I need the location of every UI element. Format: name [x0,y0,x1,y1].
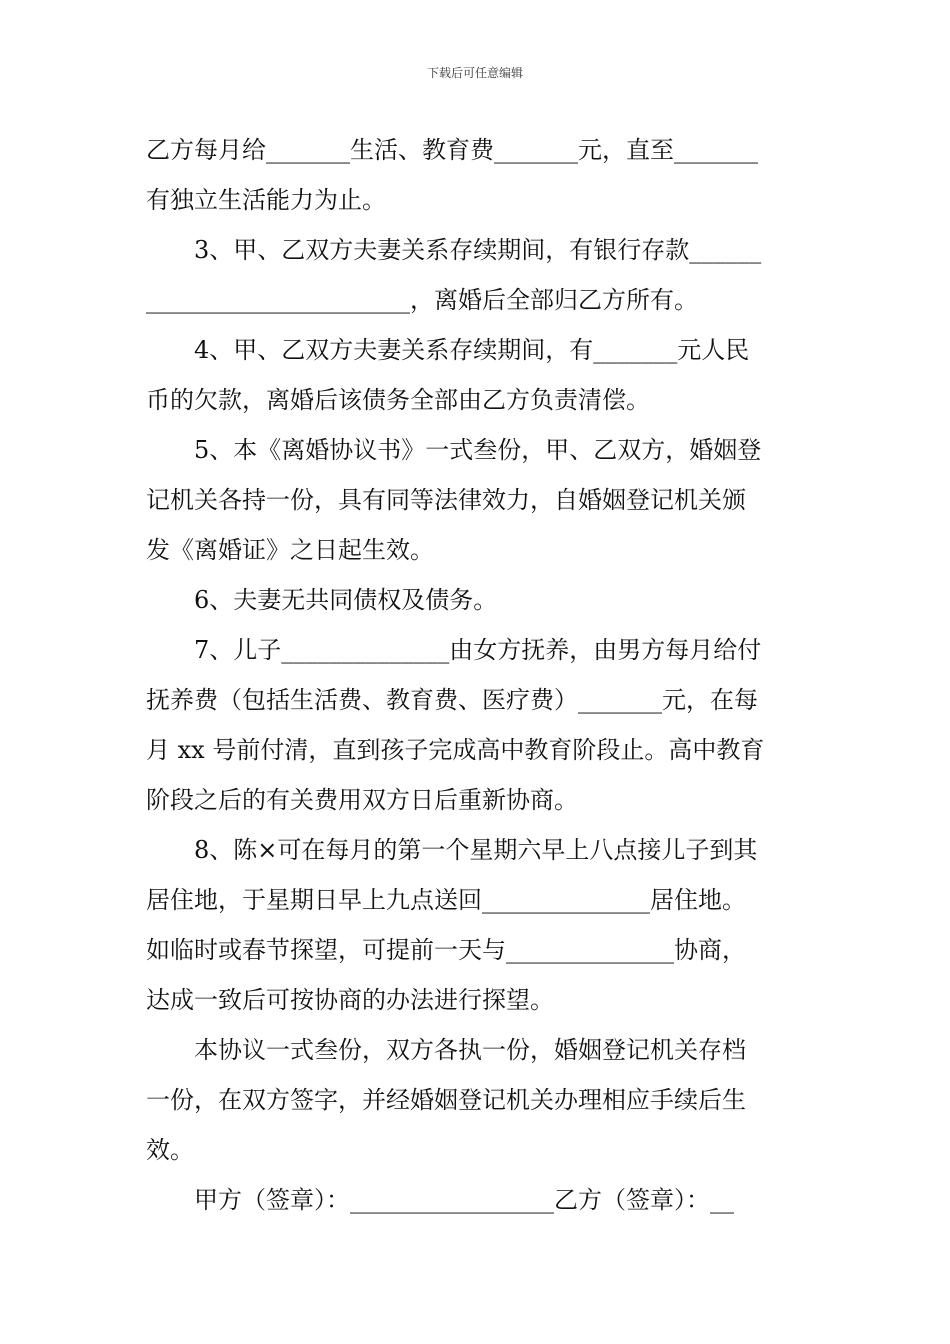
text-line: 3、甲、乙双方夫妻关系存续期间，有银行存款______ [194,236,762,264]
text-line: 居住地，于星期日早上九点送回______________居住地。 [146,886,746,914]
text-line: 效。 [146,1136,194,1164]
text-line: 达成一致后可按协商的办法进行探望。 [146,986,554,1014]
text-line: 发《离婚证》之日起生效。 [146,536,434,564]
paragraph-closing [146,1025,808,1175]
text-line: 本协议一式叁份，双方各执一份，婚姻登记机关存档 [194,1036,746,1064]
text-line: 阶段之后的有关费用双方日后重新协商。 [146,786,578,814]
paragraph-clause-6 [146,575,808,625]
paragraph-clause-7 [146,625,808,825]
paragraph-continuation [146,125,808,225]
paragraph-clause-4 [146,325,808,425]
text-line: 8、陈×可在每月的第一个星期六早上八点接儿子到其 [194,836,758,864]
text-line: 币的欠款，离婚后该债务全部由乙方负责清偿。 [146,386,650,414]
text-line: 记机关各持一份，具有同等法律效力，自婚姻登记机关颁 [146,486,746,514]
paragraph-signature [146,1175,808,1225]
text-line: 7、儿子______________由女方抚养，由男方每月给付 [194,636,762,664]
text-line: 6、夫妻无共同债权及债务。 [194,586,498,614]
text-line: 如临时或春节探望，可提前一天与______________协商， [146,936,746,964]
text-line: 月 xx 号前付清，直到孩子完成高中教育阶段止。高中教育 [146,736,765,764]
text-line: 甲方（签章）：_________________乙方（签章）：__ [194,1186,734,1214]
paragraph-clause-3 [146,225,808,325]
paragraph-clause-5 [146,425,808,575]
paragraph-clause-8 [146,825,808,1025]
text-line: 乙方每月给_______生活、教育费_______元，直至_______ [146,136,758,164]
text-line: ______________________，离婚后全部归乙方所有。 [146,286,698,314]
text-line: 抚养费（包括生活费、教育费、医疗费）_______元，在每 [146,686,758,714]
document-body [146,125,808,1225]
text-line: 一份，在双方签字，并经婚姻登记机关办理相应手续后生 [146,1086,746,1114]
text-line: 5、本《离婚协议书》一式叁份，甲、乙双方，婚姻登 [194,436,762,464]
text-line: 有独立生活能力为止。 [146,186,386,214]
text-line: 4、甲、乙双方夫妻关系存续期间，有_______元人民 [194,336,750,364]
page-header: 下载后可任意编辑 [426,66,523,80]
